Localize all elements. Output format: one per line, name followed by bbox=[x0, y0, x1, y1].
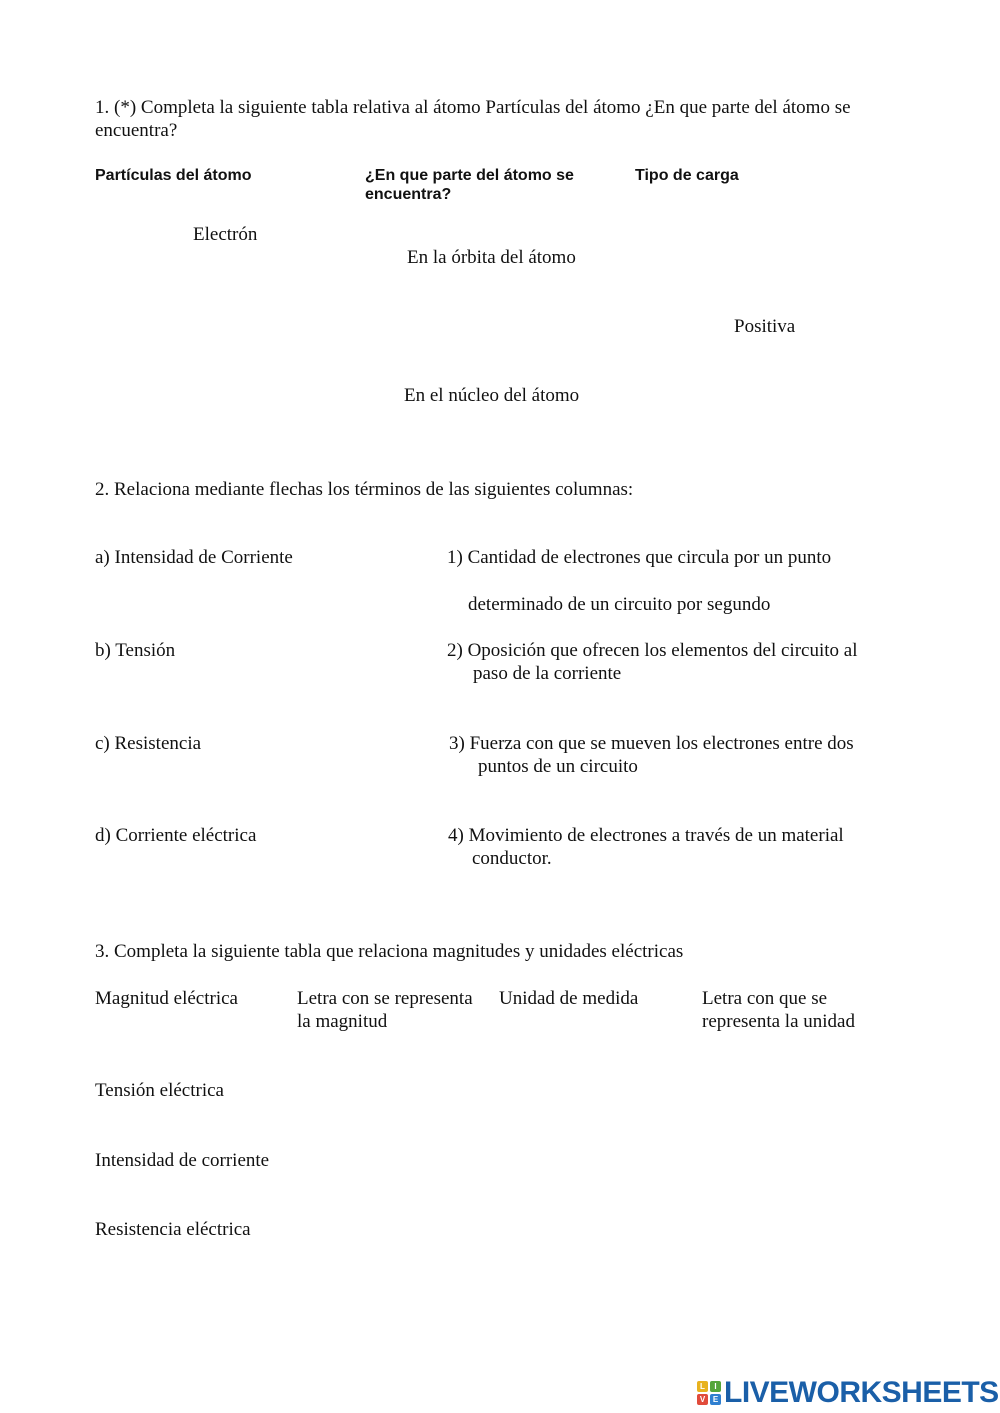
logo-tile-l: L bbox=[697, 1381, 708, 1392]
q1-title-line2: encuentra? bbox=[95, 120, 178, 141]
q1-header-parte-line2: encuentra? bbox=[365, 186, 452, 203]
q2-term-a: a) Intensidad de Corriente bbox=[95, 547, 293, 568]
q2-def-4-line1: 4) Movimiento de electrones a través de un material bbox=[448, 825, 844, 846]
q3-header-letra-magnitud-line1: Letra con se representa bbox=[297, 988, 473, 1009]
q2-def-3-line2: puntos de un circuito bbox=[478, 756, 638, 777]
q2-def-1-line2: determinado de un circuito por segundo bbox=[468, 594, 771, 615]
q1-cell-nucleo: En el núcleo del átomo bbox=[404, 385, 580, 406]
q1-header-carga: Tipo de carga bbox=[635, 167, 739, 184]
q3-header-letra-unidad-line2: representa la unidad bbox=[702, 1011, 855, 1032]
q2-def-1-line1: 1) Cantidad de electrones que circula por un punto bbox=[447, 547, 832, 568]
q2-def-3-line1: 3) Fuerza con que se mueven los electrones entre dos bbox=[449, 733, 854, 754]
q3-row-intensidad: Intensidad de corriente bbox=[95, 1150, 270, 1171]
logo-mark-icon bbox=[697, 1381, 721, 1405]
liveworksheets-logo[interactable] bbox=[697, 1378, 999, 1408]
q2-term-b: b) Tensión bbox=[95, 640, 176, 661]
q2-term-c: c) Resistencia bbox=[95, 733, 202, 754]
q2-term-d: d) Corriente eléctrica bbox=[95, 825, 257, 846]
q3-header-letra-magnitud-line2: la magnitud bbox=[297, 1011, 388, 1032]
q3-header-magnitud: Magnitud eléctrica bbox=[95, 988, 238, 1009]
q1-title-line1: 1. (*) Completa la siguiente tabla relativa al átomo Partículas del átomo ¿En que parte del átomo se bbox=[95, 97, 851, 118]
q1-header-particulas: Partículas del átomo bbox=[95, 167, 252, 184]
logo-tile-v: V bbox=[697, 1394, 708, 1405]
q2-def-4-line2: conductor. bbox=[472, 848, 552, 869]
logo-tile-i: I bbox=[710, 1381, 721, 1392]
q1-cell-positiva: Positiva bbox=[734, 316, 796, 337]
q3-header-letra-unidad-line1: Letra con que se bbox=[702, 988, 828, 1009]
q2-title: 2. Relaciona mediante flechas los términos de las siguientes columnas: bbox=[95, 479, 634, 500]
q3-row-tension: Tensión eléctrica bbox=[95, 1080, 224, 1101]
q1-cell-orbita: En la órbita del átomo bbox=[407, 247, 576, 268]
q2-def-2-line2: paso de la corriente bbox=[473, 663, 622, 684]
q2-def-2-line1: 2) Oposición que ofrecen los elementos del circuito al bbox=[447, 640, 858, 661]
q1-cell-electron: Electrón bbox=[193, 224, 258, 245]
logo-tile-e: E bbox=[710, 1394, 721, 1405]
q3-header-unidad: Unidad de medida bbox=[499, 988, 639, 1009]
logo-wordmark: LIVEWORKSHEETS bbox=[724, 1376, 999, 1409]
q3-row-resistencia: Resistencia eléctrica bbox=[95, 1219, 251, 1240]
q1-header-parte-line1: ¿En que parte del átomo se bbox=[365, 167, 574, 184]
q3-title: 3. Completa la siguiente tabla que relaciona magnitudes y unidades eléctricas bbox=[95, 941, 684, 962]
